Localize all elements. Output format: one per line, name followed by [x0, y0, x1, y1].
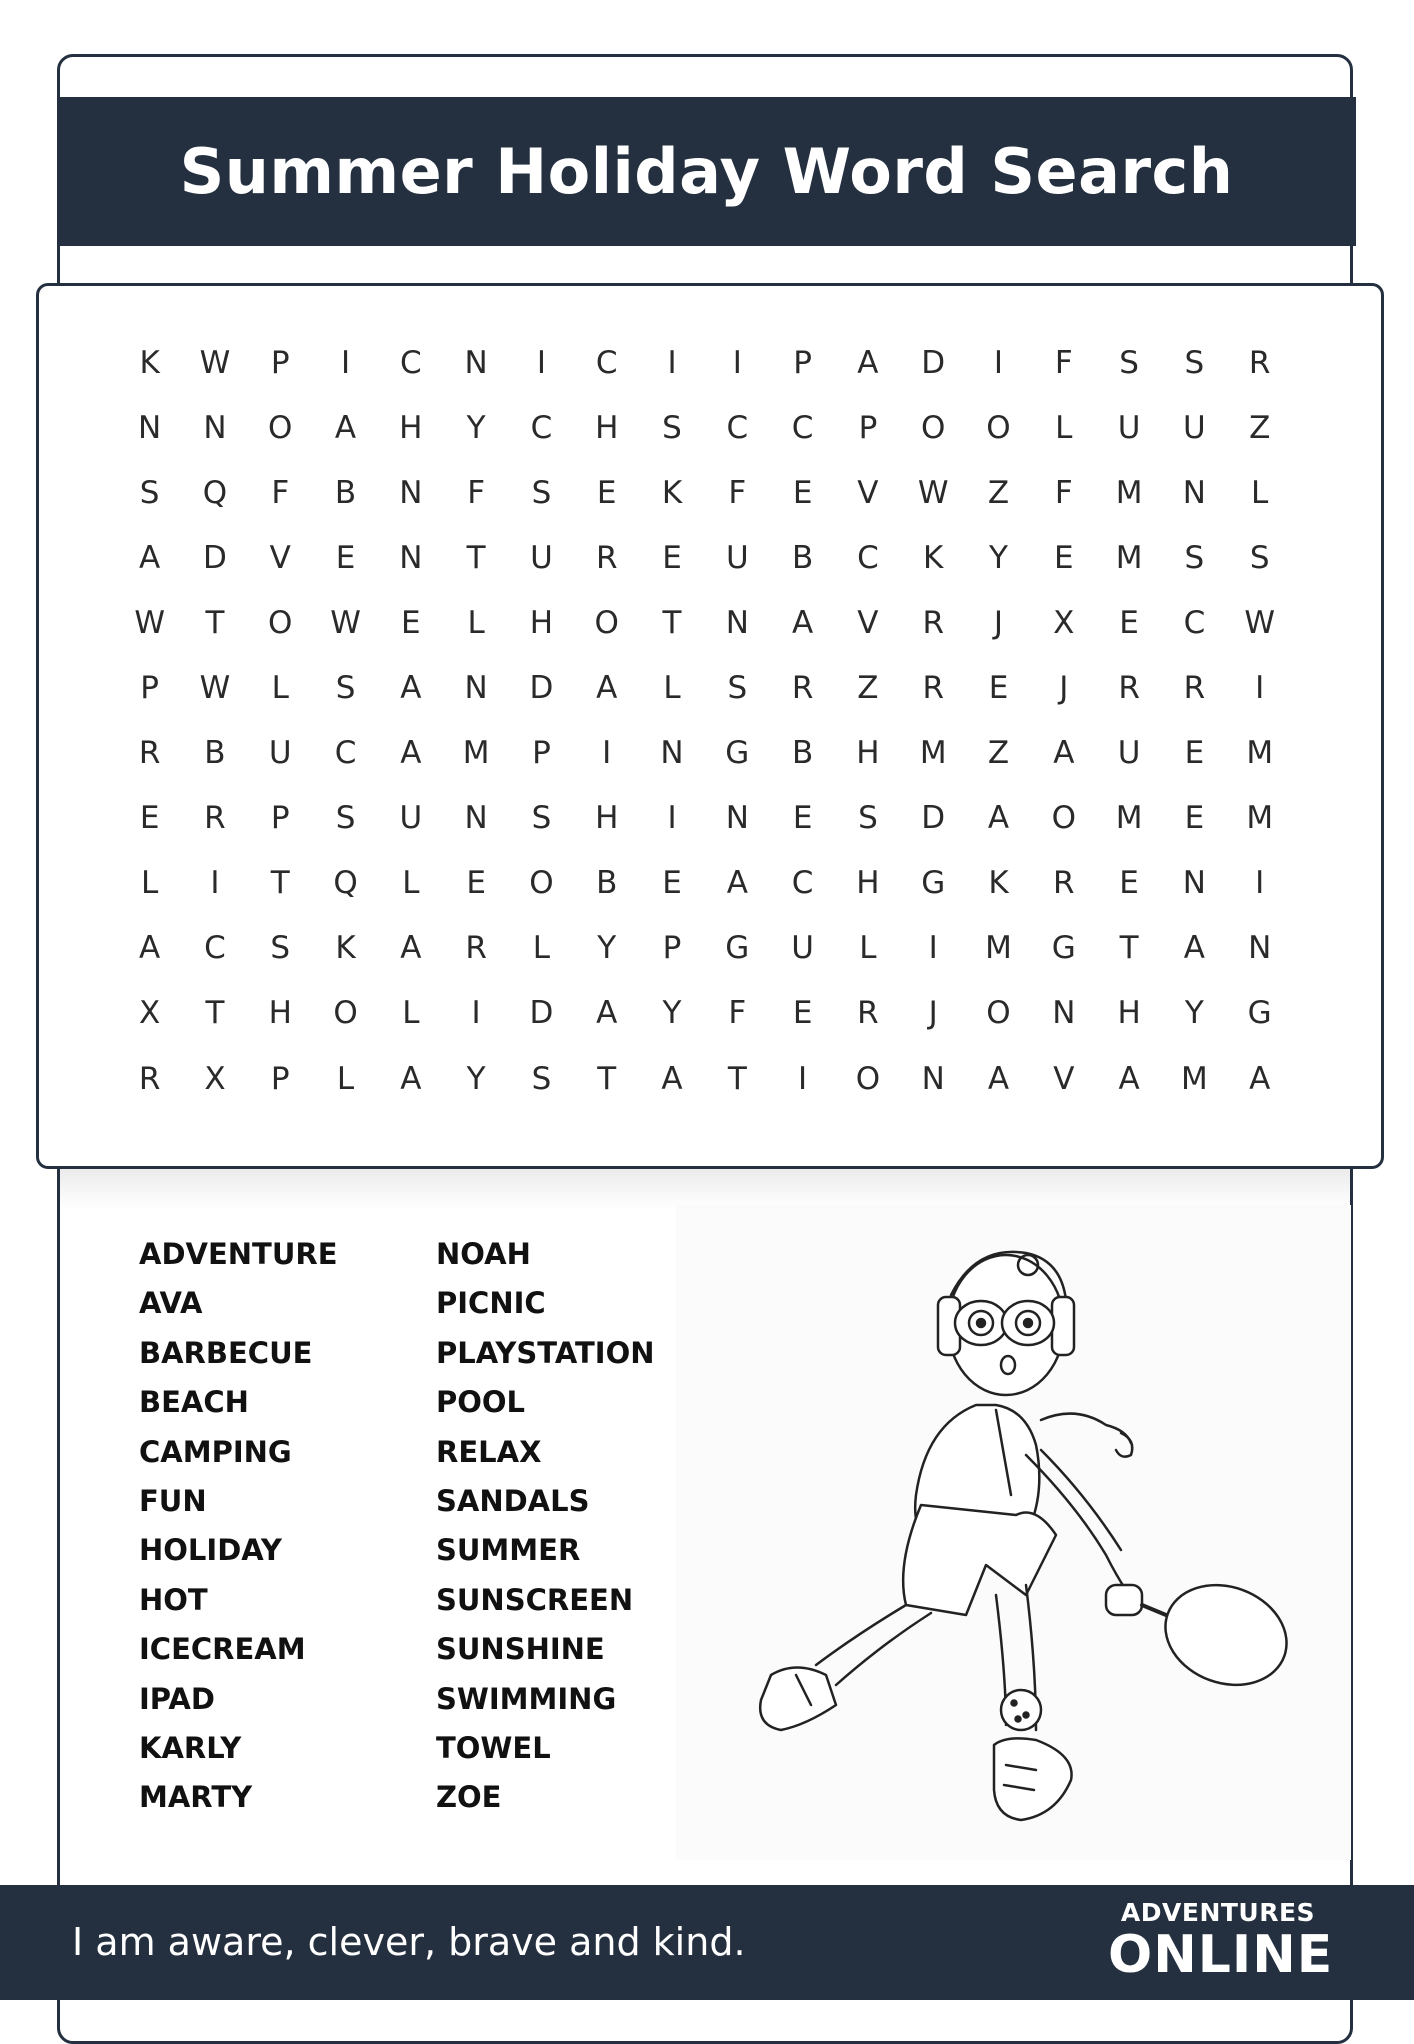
grid-letter: A — [661, 1060, 683, 1097]
grid-letter: D — [203, 539, 227, 576]
grid-letter: L — [402, 865, 420, 902]
grid-letter: C — [1183, 604, 1206, 641]
grid-letter: R — [138, 735, 161, 772]
grid-letter: L — [859, 930, 877, 967]
grid-letter: E — [662, 865, 682, 902]
grid-letter: D — [529, 670, 554, 707]
grid-letter: U — [791, 930, 814, 967]
grid-letter: B — [791, 539, 814, 576]
grid-letter: S — [531, 474, 552, 511]
grid-letter: M — [1115, 474, 1143, 511]
grid-letter: U — [399, 800, 423, 837]
logo-line-1: ADVENTURES — [1120, 1898, 1316, 1927]
word-list-item: SUMMER — [436, 1533, 581, 1568]
grid-letter: X — [204, 1060, 226, 1097]
grid-letter: A — [987, 800, 1010, 837]
grid-letter: T — [597, 1060, 617, 1097]
grid-letter: E — [139, 800, 160, 837]
robot-character-illustration — [676, 1205, 1351, 1860]
grid-letter: X — [139, 995, 161, 1032]
grid-letter: F — [1054, 474, 1073, 511]
grid-letter: C — [791, 409, 814, 446]
grid-letter: Y — [466, 1060, 486, 1097]
grid-letter: J — [928, 995, 938, 1032]
grid-letter: O — [594, 604, 619, 641]
grid-letter: N — [725, 604, 749, 641]
word-list-item: TOWEL — [436, 1730, 551, 1765]
grid-letter: P — [858, 409, 878, 446]
grid-letter: S — [858, 800, 878, 837]
grid-letter: A — [400, 930, 422, 967]
grid-letter: N — [399, 474, 423, 511]
page-title: Summer Holiday Word Search — [179, 135, 1234, 208]
grid-letter: V — [857, 604, 879, 641]
grid-letter: H — [1117, 995, 1141, 1032]
word-list-item: RELAX — [436, 1434, 542, 1469]
grid-letter: P — [140, 670, 159, 707]
grid-letter: E — [1184, 800, 1205, 837]
grid-letter: H — [268, 995, 292, 1032]
grid-letter: S — [139, 474, 160, 511]
grid-letter: N — [138, 409, 162, 446]
grid-letter: P — [532, 735, 551, 772]
grid-letter: I — [210, 865, 220, 902]
grid-letter: Y — [466, 409, 486, 446]
grid-letter: H — [595, 409, 619, 446]
grid-letter: N — [1182, 474, 1206, 511]
grid-letter: A — [596, 995, 618, 1032]
grid-letter: Z — [987, 474, 1010, 511]
grid-letter: M — [1115, 800, 1143, 837]
grid-letter: E — [596, 474, 617, 511]
grid-letter: S — [335, 800, 356, 837]
grid-letter: N — [464, 670, 488, 707]
grid-letter: Z — [1249, 409, 1271, 446]
grid-letter: E — [335, 539, 356, 576]
grid-letter: L — [141, 865, 159, 902]
word-list-item: NOAH — [436, 1237, 531, 1271]
grid-letter: X — [1053, 604, 1075, 641]
grid-letter: A — [1183, 930, 1205, 967]
grid-letter: F — [1054, 344, 1073, 381]
grid-letter: Y — [1184, 995, 1204, 1032]
grid-letter: J — [993, 604, 1004, 641]
grid-letter: C — [400, 344, 422, 381]
grid-letter: C — [530, 409, 553, 446]
grid-letter: H — [595, 800, 619, 837]
grid-letter: U — [530, 539, 553, 576]
grid-letter: F — [271, 474, 290, 511]
grid-letter: W — [199, 670, 231, 707]
grid-letter: H — [856, 865, 880, 902]
grid-letter: S — [531, 1060, 552, 1097]
grid-letter: T — [270, 865, 290, 902]
grid-shadow — [60, 1169, 1350, 1209]
grid-letter: K — [988, 865, 1009, 902]
grid-letter: C — [334, 735, 357, 772]
grid-letter: L — [402, 995, 420, 1032]
grid-letter: A — [857, 344, 879, 381]
grid-letter: N — [1248, 930, 1272, 967]
grid-letter: R — [1118, 670, 1140, 707]
grid-letter: O — [921, 409, 946, 446]
grid-letter: S — [1184, 344, 1205, 381]
grid-letter: C — [857, 539, 879, 576]
grid-letter: N — [921, 1060, 945, 1097]
grid-letter: E — [792, 995, 813, 1032]
word-list-column-1 — [139, 1230, 338, 1823]
grid-letter: U — [1183, 409, 1206, 446]
grid-letter: W — [134, 604, 165, 641]
grid-letter: K — [661, 474, 683, 511]
grid-letter: E — [988, 670, 1009, 707]
grid-letter: U — [725, 539, 749, 576]
grid-letter: M — [462, 735, 490, 772]
grid-letter: D — [921, 800, 946, 837]
grid-letter: R — [204, 800, 226, 837]
word-list-item: IPAD — [139, 1681, 215, 1716]
grid-letter: A — [987, 1060, 1010, 1097]
grid-letter: G — [1247, 995, 1272, 1032]
grid-letter: R — [465, 930, 487, 967]
grid-letter: T — [466, 539, 486, 576]
grid-letter: A — [1053, 735, 1075, 772]
grid-letter: I — [471, 995, 481, 1032]
grid-letter: I — [602, 735, 612, 772]
grid-letter: P — [793, 344, 812, 381]
grid-letter: I — [993, 344, 1004, 381]
grid-letter: G — [725, 930, 750, 967]
grid-letter: O — [529, 865, 554, 902]
grid-letter: N — [1052, 995, 1076, 1032]
grid-letter: N — [660, 735, 684, 772]
grid-letter: M — [1115, 539, 1143, 576]
word-list-item: ADVENTURE — [139, 1237, 338, 1271]
grid-letter: E — [792, 474, 813, 511]
grid-letter: S — [270, 930, 291, 967]
grid-letter: O — [268, 604, 293, 641]
grid-letter: E — [1184, 735, 1205, 772]
grid-letter: D — [529, 995, 554, 1032]
grid-letter: I — [732, 344, 742, 381]
grid-letter: P — [270, 800, 290, 837]
grid-letter: L — [1055, 409, 1073, 446]
grid-letter: M — [1246, 800, 1274, 837]
word-list-item: HOLIDAY — [139, 1533, 282, 1568]
grid-letter: L — [336, 1060, 355, 1097]
grid-letter: J — [1059, 670, 1069, 707]
grid-letter: O — [1051, 800, 1076, 837]
word-list-item: SUNSHINE — [436, 1632, 605, 1667]
grid-letter: G — [921, 865, 946, 902]
grid-letter: G — [1051, 930, 1076, 967]
grid-letter: R — [595, 539, 618, 576]
grid-letter: E — [466, 865, 486, 902]
word-list-item: MARTY — [139, 1780, 253, 1815]
grid-letter: N — [1182, 865, 1206, 902]
grid-letter: P — [270, 344, 290, 381]
logo-line-2: ONLINE — [1108, 1925, 1334, 1985]
word-list-item: CAMPING — [139, 1434, 292, 1469]
grid-letter: W — [917, 474, 949, 511]
grid-letter: M — [1246, 735, 1274, 772]
grid-letter: H — [529, 604, 554, 641]
grid-letter: I — [1255, 865, 1265, 902]
grid-letter: I — [536, 344, 546, 381]
grid-letter: A — [726, 865, 748, 902]
grid-letter: O — [855, 1060, 881, 1097]
grid-letter: N — [464, 800, 488, 837]
grid-letter: W — [330, 604, 361, 641]
grid-letter: B — [334, 474, 357, 511]
grid-letter: Y — [597, 930, 617, 967]
grid-letter: V — [1053, 1060, 1075, 1097]
grid-letter: G — [725, 735, 750, 772]
grid-letter: I — [798, 1060, 808, 1097]
grid-letter: A — [139, 539, 161, 576]
grid-letter: Z — [987, 735, 1010, 772]
grid-letter: K — [335, 930, 356, 967]
grid-letter: F — [728, 474, 747, 511]
grid-letter: H — [856, 735, 880, 772]
grid-letter: A — [334, 409, 357, 446]
grid-letter: E — [792, 800, 813, 837]
grid-letter: V — [857, 474, 879, 511]
grid-letter: T — [205, 604, 225, 641]
grid-letter: W — [1244, 604, 1276, 641]
grid-letter: R — [138, 1060, 161, 1097]
grid-letter: C — [791, 865, 814, 902]
grid-letter: R — [922, 604, 944, 641]
word-list-column-2 — [436, 1230, 655, 1823]
grid-letter: I — [667, 800, 677, 837]
word-list-item: PLAYSTATION — [436, 1335, 655, 1370]
grid-letter: K — [923, 539, 944, 576]
grid-letter: T — [662, 604, 682, 641]
grid-letter: R — [857, 995, 879, 1032]
grid-letter: A — [400, 670, 422, 707]
grid-letter: A — [400, 735, 422, 772]
grid-letter: C — [726, 409, 749, 446]
word-list-item: BARBECUE — [139, 1335, 313, 1370]
grid-letter: R — [922, 670, 944, 707]
grid-letter: B — [204, 735, 226, 772]
grid-letter: R — [1053, 865, 1075, 902]
grid-letter: A — [792, 604, 814, 641]
grid-letter: O — [986, 409, 1011, 446]
grid-letter: O — [333, 995, 358, 1032]
grid-letter: N — [464, 344, 488, 381]
grid-letter: K — [139, 344, 160, 381]
grid-letter: S — [727, 670, 748, 707]
grid-letter: B — [596, 865, 618, 902]
word-list-item: FUN — [139, 1483, 207, 1518]
grid-letter: F — [467, 474, 486, 511]
grid-letter: C — [595, 344, 618, 381]
grid-letter: S — [662, 409, 682, 446]
grid-letter: E — [662, 539, 682, 576]
grid-letter: E — [1119, 865, 1139, 902]
grid-letter: R — [791, 670, 814, 707]
grid-letter: U — [268, 735, 292, 772]
grid-letter: S — [1119, 344, 1139, 381]
grid-letter: R — [1183, 670, 1206, 707]
grid-letter: T — [205, 995, 225, 1032]
grid-letter: I — [667, 344, 677, 381]
grid-letter: O — [986, 995, 1011, 1032]
grid-letter: H — [399, 409, 423, 446]
grid-letter: Z — [857, 670, 879, 707]
word-list-item: HOT — [139, 1582, 208, 1617]
word-list-item: POOL — [436, 1385, 526, 1420]
grid-letter: S — [1249, 539, 1270, 576]
footer-motto: I am aware, clever, brave and kind. — [72, 1920, 746, 1964]
grid-letter: A — [139, 930, 161, 967]
grid-letter: L — [532, 930, 551, 967]
grid-letter: P — [270, 1060, 290, 1097]
grid-letter: T — [1119, 930, 1139, 967]
grid-letter: E — [1054, 539, 1074, 576]
title-banner — [57, 97, 1356, 246]
word-search-grid — [117, 330, 1292, 1111]
grid-letter: L — [467, 604, 485, 641]
grid-letter: Q — [333, 865, 358, 902]
grid-letter: U — [1117, 409, 1141, 446]
word-list-item: SUNSCREEN — [436, 1582, 634, 1617]
grid-letter: N — [203, 409, 227, 446]
grid-letter: Y — [662, 995, 682, 1032]
grid-letter: A — [596, 670, 618, 707]
grid-letter: P — [662, 930, 682, 967]
grid-letter: I — [340, 344, 351, 381]
grid-letter: A — [1118, 1060, 1140, 1097]
grid-letter: E — [1119, 604, 1139, 641]
grid-letter: M — [985, 930, 1012, 967]
grid-letter: C — [204, 930, 226, 967]
grid-letter: U — [1117, 735, 1141, 772]
word-list-item: SANDALS — [436, 1483, 590, 1518]
grid-letter: S — [335, 670, 356, 707]
grid-letter: N — [725, 800, 749, 837]
word-list-item: ZOE — [436, 1780, 502, 1815]
grid-letter: I — [1255, 670, 1265, 707]
word-list-item: KARLY — [139, 1730, 242, 1765]
grid-letter: M — [919, 735, 947, 772]
grid-letter: Y — [989, 539, 1008, 576]
grid-letter: M — [1181, 1060, 1208, 1097]
grid-letter: Q — [202, 474, 228, 511]
grid-letter: S — [1184, 539, 1205, 576]
grid-letter: R — [1248, 344, 1271, 381]
grid-letter: F — [728, 995, 747, 1032]
grid-letter: E — [401, 604, 421, 641]
grid-letter: I — [928, 930, 938, 967]
grid-letter: A — [1249, 1060, 1271, 1097]
grid-letter: L — [271, 670, 289, 707]
adventures-online-logo — [1108, 1898, 1334, 1989]
word-list-item: AVA — [139, 1286, 203, 1321]
grid-letter: S — [531, 800, 552, 837]
grid-letter: A — [400, 1060, 422, 1097]
grid-letter: B — [791, 735, 814, 772]
grid-letter: W — [199, 344, 231, 381]
footer-bar — [0, 1885, 1414, 2000]
word-list-item: PICNIC — [436, 1286, 546, 1321]
word-list-item: ICECREAM — [139, 1632, 306, 1667]
word-list-item: SWIMMING — [436, 1681, 617, 1716]
grid-letter: T — [727, 1060, 747, 1097]
grid-letter: V — [269, 539, 291, 576]
grid-letter: D — [921, 344, 946, 381]
grid-letter: L — [663, 670, 681, 707]
grid-letter: O — [268, 409, 293, 446]
word-list-item: BEACH — [139, 1385, 249, 1420]
grid-letter: N — [399, 539, 423, 576]
grid-letter: L — [1251, 474, 1269, 511]
